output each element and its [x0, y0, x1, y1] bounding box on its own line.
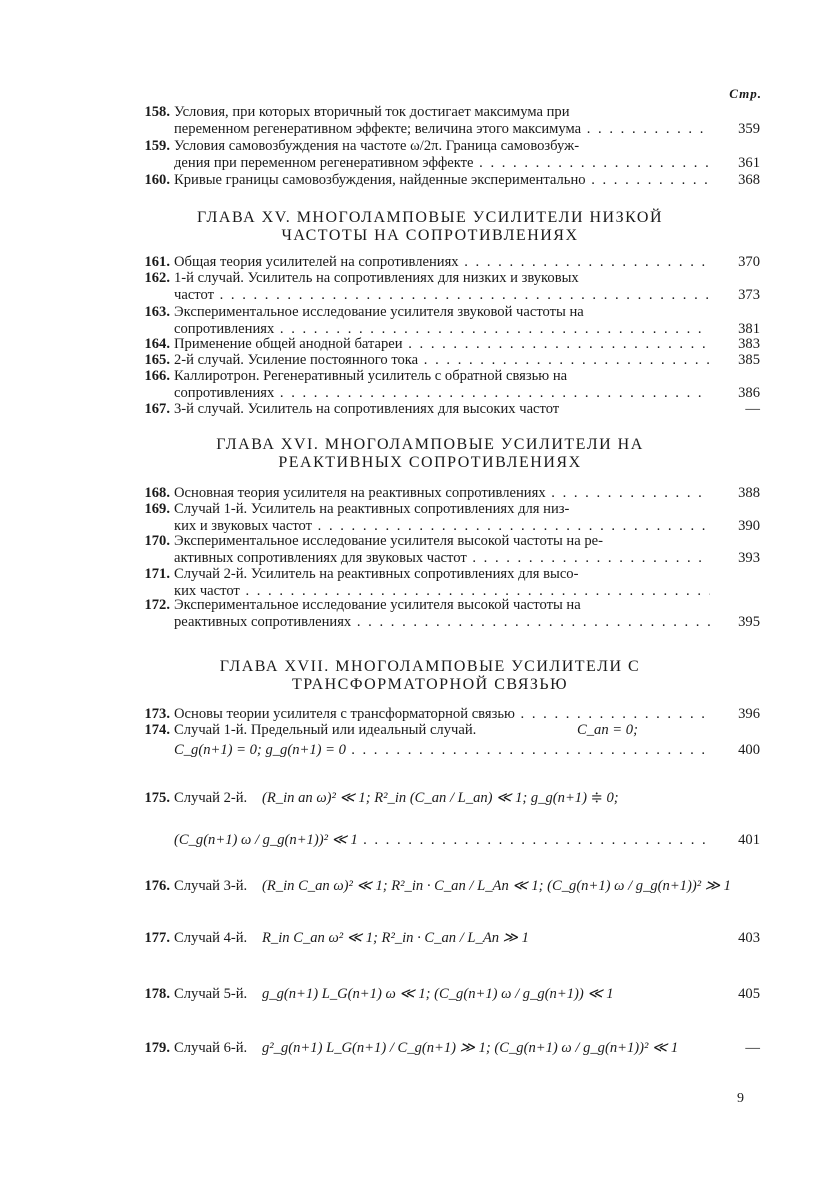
toc-entry-169 — [132, 501, 760, 535]
entry-title-line: Применение общей анодной батареи . . . — [174, 336, 710, 352]
toc-entry-158 — [132, 104, 760, 138]
entry-page: 368 — [738, 172, 760, 188]
entry-title-line: дения при переменном регенеративном эффекте . . . — [174, 155, 710, 171]
page-number: 9 — [737, 1091, 744, 1106]
page-column-header: Стр. — [729, 86, 762, 101]
chapter-title-line: ТРАНСФОРМАТОРНОЙ СВЯЗЬЮ — [291, 676, 569, 693]
entry-title-line: Кривые границы самовозбуждения, найденные экспериментально . . . — [174, 172, 710, 188]
toc-entry-173 — [132, 706, 760, 723]
entry-title-line: 2-й случай. Усиление постоянного тока . . . — [174, 352, 710, 368]
toc-entry-172 — [132, 597, 760, 631]
entry-title-line: Случай 2-й. — [174, 790, 248, 806]
formula-174-b: C_g(n+1) = 0; g_g(n+1) = 0 . . . — [174, 742, 710, 758]
entry-title-line: 1-й случай. Усилитель на сопротивлениях для низких и звуковых — [174, 270, 579, 286]
toc-entry-170 — [132, 533, 760, 567]
entry-page: 370 — [738, 254, 760, 270]
chapter-title-line: ГЛАВА XVII. МНОГОЛАМПОВЫЕ УСИЛИТЕЛИ С — [219, 658, 641, 675]
entry-title-line: сопротивлениях . . . — [174, 321, 710, 337]
entry-number: 171. — [144, 566, 170, 582]
entry-page: 361 — [738, 155, 760, 171]
entry-number: 168. — [144, 485, 170, 501]
entry-title-line: Экспериментальное исследование усилителя звуковой частоты на — [174, 304, 584, 320]
entry-number: 159. — [144, 138, 170, 154]
toc-entry-160 — [132, 172, 760, 189]
toc-entry-171 — [132, 566, 760, 600]
entry-page: 390 — [738, 518, 760, 534]
entry-title-line: 3-й случай. Усилитель на сопротивлениях для высоких частот — [174, 401, 560, 417]
entry-title-line: Случай 4-й. — [174, 930, 248, 946]
entry-number: 167. — [144, 401, 170, 417]
entry-title-line: Случай 1-й. Предельный или идеальный случай. — [174, 722, 477, 738]
chapter-heading-xvii — [150, 658, 710, 694]
toc-entry-177 — [132, 930, 760, 960]
entry-page: 400 — [738, 742, 760, 758]
entry-title-line: Экспериментальное исследование усилителя высокой частоты на ре- — [174, 533, 603, 549]
entry-title-line: Экспериментальное исследование усилителя высокой частоты на — [174, 597, 581, 613]
toc-entry-168 — [132, 485, 760, 502]
entry-title-line: Случай 6-й. — [174, 1040, 248, 1056]
chapter-title-line: ГЛАВА XV. МНОГОЛАМПОВЫЕ УСИЛИТЕЛИ НИЗКОЙ — [196, 209, 663, 226]
entry-page: 401 — [738, 832, 760, 848]
chapter-heading-xvi — [150, 436, 710, 472]
toc-entry-159 — [132, 138, 760, 172]
entry-number: 178. — [144, 986, 170, 1002]
toc-entry-164 — [132, 336, 760, 353]
entry-number: 163. — [144, 304, 170, 320]
chapter-title-line: ЧАСТОТЫ НА СОПРОТИВЛЕНИЯХ — [281, 227, 579, 244]
entry-number: 169. — [144, 501, 170, 517]
entry-number: 161. — [144, 254, 170, 270]
entry-number: 162. — [144, 270, 170, 286]
entry-number: 172. — [144, 597, 170, 613]
formula-177: R_in C_an ω² ≪ 1; R²_in · C_an / L_An ≫ 1 — [262, 930, 529, 946]
entry-title-line: Условия, при которых вторичный ток достигает максимума при — [174, 104, 570, 120]
entry-page: 393 — [738, 550, 760, 566]
entry-number: 170. — [144, 533, 170, 549]
formula-178: g_g(n+1) L_G(n+1) ω ≪ 1; (C_g(n+1) ω / g_g(n+1)) ≪ 1 — [262, 986, 614, 1002]
formula-179: g²_g(n+1) L_G(n+1) / C_g(n+1) ≫ 1; (C_g(n+1) ω / g_g(n+1))² ≪ 1 — [262, 1040, 679, 1056]
entry-page: 403 — [738, 930, 760, 946]
entry-number: 175. — [144, 790, 170, 806]
toc-entry-166 — [132, 368, 760, 402]
toc-entry-178 — [132, 986, 760, 1016]
entry-number: 166. — [144, 368, 170, 384]
toc-entry-174 — [132, 722, 760, 762]
entry-title-line: Случай 2-й. Усилитель на реактивных сопротивлениях для высо- — [174, 566, 579, 582]
toc-entry-165 — [132, 352, 760, 369]
toc-entry-163 — [132, 304, 760, 338]
entry-title-line: активных сопротивлениях для звуковых частот . . . — [174, 550, 710, 566]
entry-title-line: переменном регенеративном эффекте; величина этого максимума . . . — [174, 121, 710, 137]
entry-title-line: Случай 5-й. — [174, 986, 248, 1002]
entry-page: 395 — [738, 614, 760, 630]
entry-page: — — [745, 1040, 760, 1056]
entry-number: 173. — [144, 706, 170, 722]
entry-page: 385 — [738, 352, 760, 368]
entry-number: 165. — [144, 352, 170, 368]
entry-page: 386 — [738, 385, 760, 401]
toc-entry-179 — [132, 1040, 760, 1070]
chapter-title-line: ГЛАВА XVI. МНОГОЛАМПОВЫЕ УСИЛИТЕЛИ НА — [216, 436, 644, 453]
entry-page: 405 — [738, 986, 760, 1002]
entry-page: — — [745, 401, 760, 417]
entry-number: 176. — [144, 878, 170, 894]
entry-number: 179. — [144, 1040, 170, 1056]
toc-entry-161 — [132, 254, 760, 271]
entry-title-line: Условия самовозбуждения на частоте ω/2π. Граница самовозбуж- — [174, 138, 580, 154]
entry-title-line: сопротивлениях . . . — [174, 385, 710, 401]
entry-page: 381 — [738, 321, 760, 337]
entry-number: 174. — [144, 722, 170, 738]
entry-page: 383 — [738, 336, 760, 352]
entry-number: 160. — [144, 172, 170, 188]
entry-number: 164. — [144, 336, 170, 352]
formula-175-a: (R_in an ω)² ≪ 1; R²_in (C_an / L_an) ≪ 1; g_g(n+1) ≑ 0; — [262, 790, 619, 806]
entry-title-line: Случай 1-й. Усилитель на реактивных сопротивлениях для низ- — [174, 501, 570, 517]
entry-page: 396 — [738, 706, 760, 722]
entry-title-line: Случай 3-й. — [174, 878, 248, 894]
entry-title-line: Основы теории усилителя с трансформаторной связью . . . — [174, 706, 710, 722]
toc-entry-176 — [132, 878, 760, 908]
entry-title-line: Основная теория усилителя на реактивных сопротивлениях . . . — [174, 485, 710, 501]
entry-page: 388 — [738, 485, 760, 501]
formula-174-a: C_an = 0; — [577, 722, 638, 738]
entry-title-line: Общая теория усилителей на сопротивлениях . . . — [174, 254, 710, 270]
entry-title-line: ких частот . . . — [174, 583, 710, 599]
entry-title-line: реактивных сопротивлениях . . . — [174, 614, 710, 630]
entry-title-line: частот . . . — [174, 287, 710, 303]
toc-entry-162 — [132, 270, 760, 304]
entry-number: 158. — [144, 104, 170, 120]
toc-entry-167 — [132, 401, 760, 418]
entry-number: 177. — [144, 930, 170, 946]
chapter-title-line: РЕАКТИВНЫХ СОПРОТИВЛЕНИЯХ — [278, 454, 582, 471]
formula-176: (R_in C_an ω)² ≪ 1; R²_in · C_an / L_An ≪ 1; (C_g(n+1) ω / g_g(n+1))² ≫ 1 — [262, 878, 731, 894]
formula-175-b: (C_g(n+1) ω / g_g(n+1))² ≪ 1 . . . — [174, 832, 710, 848]
chapter-heading-xv — [150, 209, 710, 245]
entry-title-line: ких и звуковых частот . . . — [174, 518, 710, 534]
entry-page: 359 — [738, 121, 760, 137]
toc-entry-175 — [132, 780, 760, 870]
entry-title-line: Каллиротрон. Регенеративный усилитель с обратной связью на — [174, 368, 568, 384]
entry-page: 373 — [738, 287, 760, 303]
